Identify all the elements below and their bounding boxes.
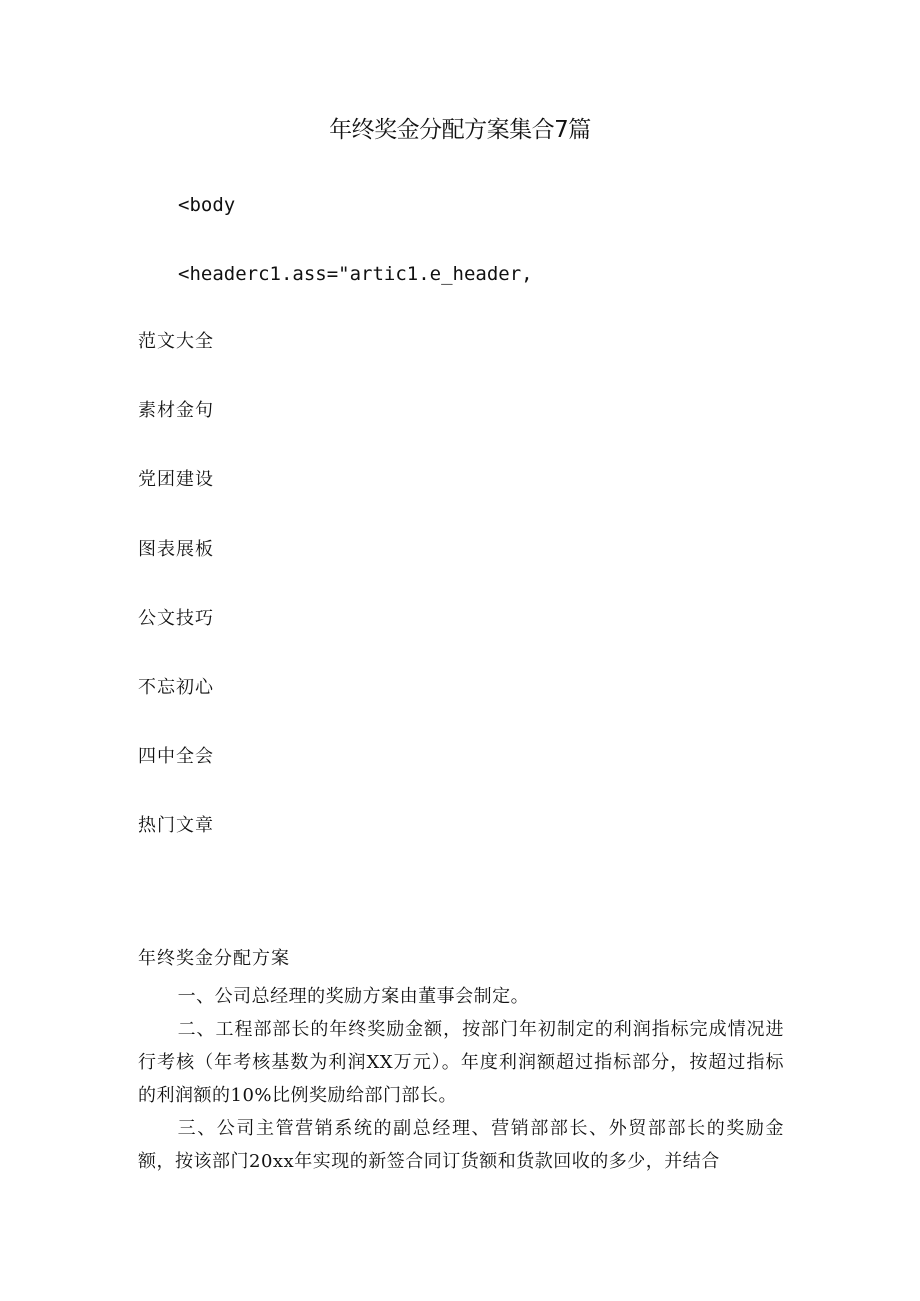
nav-item-sizhong[interactable]: 四中全会 — [138, 746, 214, 767]
article-body — [138, 980, 784, 1178]
nav-item-dangtuan[interactable]: 党团建设 — [138, 469, 214, 490]
code-line-body: <body — [178, 194, 236, 216]
paragraph-3: 三、公司主管营销系统的副总经理、营销部部长、外贸部部长的奖励金额，按该部门20xx年实现的新签合同订货额和货款回收的多少，并结合 — [138, 1118, 784, 1172]
nav-item-tubiao[interactable]: 图表展板 — [138, 539, 214, 560]
paragraph-2: 二、工程部部长的年终奖励金额，按部门年初制定的利润指标完成情况进行考核（年考核基数为利润XX万元）。年度利润额超过指标部分，按超过指标的利润额的10%比例奖励给部门部长。 — [138, 1019, 784, 1106]
nav-item-buwang[interactable]: 不忘初心 — [138, 677, 214, 698]
nav-item-remen[interactable]: 热门文章 — [138, 815, 214, 836]
nav-item-sucai[interactable]: 素材金句 — [138, 400, 214, 421]
paragraph-1: 一、公司总经理的奖励方案由董事会制定。 — [177, 986, 530, 1007]
code-line-header: <headerc1.ass="artic1.e_header, — [178, 263, 533, 285]
section-title: 年终奖金分配方案 — [138, 948, 290, 969]
nav-item-gongwen[interactable]: 公文技巧 — [138, 608, 214, 629]
document-title: 年终奖金分配方案集合7篇 — [329, 117, 591, 143]
nav-item-fanwen[interactable]: 范文大全 — [138, 331, 214, 352]
